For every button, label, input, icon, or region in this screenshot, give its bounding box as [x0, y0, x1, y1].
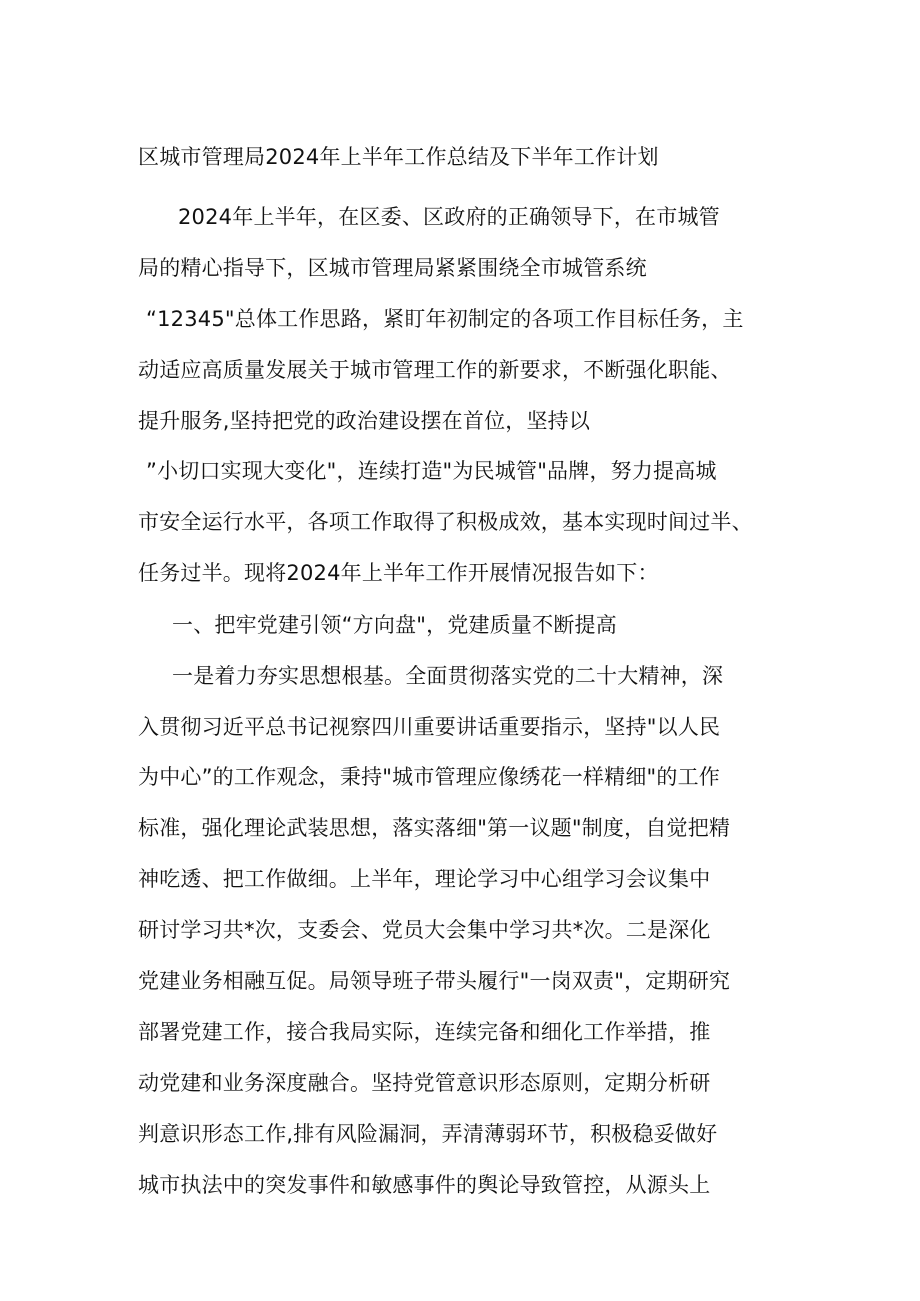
paragraph-line: ”小切口实现大变化"，连续打造"为民城管"品牌，努力提高城 — [146, 459, 717, 483]
paragraph-line: 一是着力夯实思想根基。全面贯彻落实党的二十大精神，深 — [172, 664, 724, 688]
paragraph-line: 提升服务,坚持把党的政治建设摆在首位，坚持以 — [138, 409, 591, 433]
paragraph-line: “12345"总体工作思路，紧盯年初制定的各项工作目标任务，主 — [146, 307, 744, 331]
paragraph-line: 判意识形态工作,排有风险漏洞，弄清薄弱环节，积极稳妥做好 — [138, 1122, 718, 1146]
paragraph-line: 市安全运行水平，各项工作取得了积极成效，基本实现时间过半、 — [138, 510, 753, 534]
paragraph-line: 神吃透、把工作做细。上半年，理论学习中心组学习会议集中 — [138, 867, 711, 891]
document-title: 区城市管理局2024年上半年工作总结及下半年工作计划 — [138, 145, 659, 169]
section-heading: 一、把牢党建引领“方向盘"，党建质量不断提高 — [172, 613, 617, 637]
paragraph-line: 动适应高质量发展关于城市管理工作的新要求，不断强化职能、 — [138, 358, 732, 382]
paragraph-line: 任务过半。现将2024年上半年工作开展情况报告如下： — [138, 561, 659, 585]
paragraph-line: 为中心”的工作观念，秉持"城市管理应像绣花一样精细"的工作 — [138, 765, 720, 789]
paragraph-line: 标准，强化理论武装思想，落实落细"第一议题"制度，自觉把精 — [138, 816, 731, 840]
paragraph-line: 入贯彻习近平总书记视察四川重要讲话重要指示，坚持"以人民 — [138, 715, 721, 739]
paragraph-line: 研讨学习共*次，支委会、党员大会集中学习共*次。二是深化 — [138, 918, 711, 942]
paragraph-line: 动党建和业务深度融合。坚持党管意识形态原则，定期分析研 — [138, 1071, 711, 1095]
paragraph-line: 党建业务相融互促。局领导班子带头履行"一岗双责"，定期研究 — [138, 969, 731, 993]
paragraph-line: 部署党建工作，接合我局实际，连续完备和细化工作举措，推 — [138, 1020, 711, 1044]
paragraph-line: 城市执法中的突发事件和敏感事件的舆论导致管控，从源头上 — [138, 1173, 711, 1197]
paragraph-line: 局的精心指导下，区城市管理局紧紧围绕全市城管系统 — [138, 256, 647, 280]
paragraph-line: 2024年上半年，在区委、区政府的正确领导下，在市城管 — [178, 205, 720, 229]
